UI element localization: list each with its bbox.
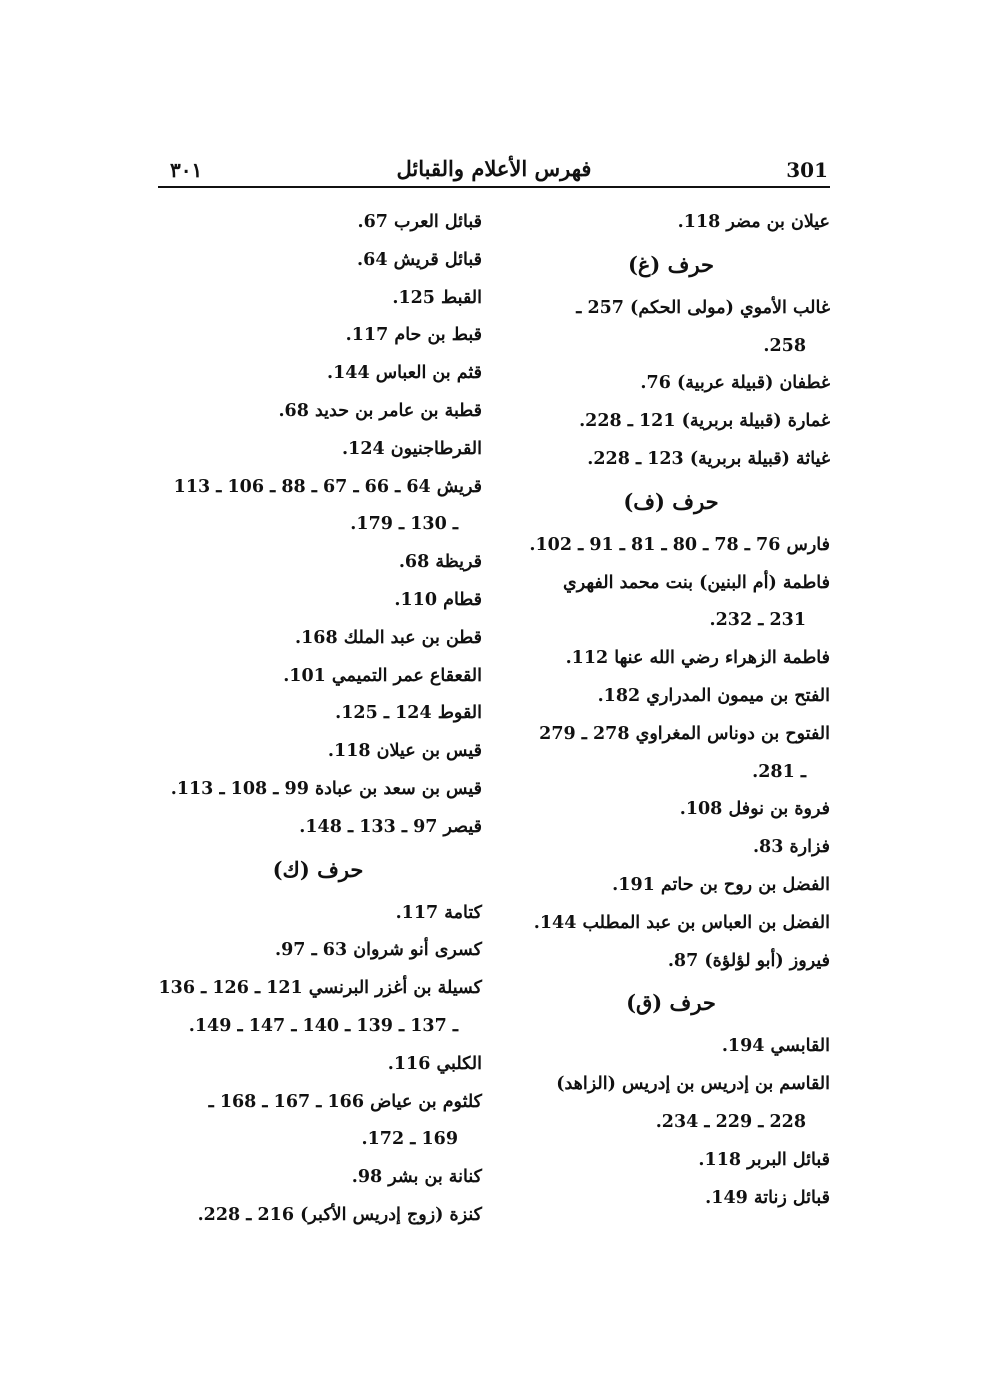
letter-heading-ghain: حرف (غ) bbox=[627, 251, 715, 277]
index-entry bbox=[512, 640, 830, 678]
index-entry bbox=[154, 582, 482, 620]
index-entry-continuation: 169 ـ 172. bbox=[361, 1129, 458, 1150]
index-entry bbox=[154, 544, 482, 582]
index-entry-text: كسيلة بن أغزر البرنسي 121 ـ 126 ـ 136 bbox=[158, 978, 482, 999]
index-column-left bbox=[154, 204, 482, 1235]
entry-group-kaf bbox=[154, 895, 482, 1235]
index-entry bbox=[512, 867, 830, 905]
index-entry-continuation: ـ 130 ـ 179. bbox=[350, 514, 458, 535]
entry-group-qaf-continued bbox=[154, 204, 482, 847]
index-entry bbox=[154, 431, 482, 469]
page-number-arabic: ٣٠١ bbox=[170, 158, 203, 182]
entry-group-fa bbox=[512, 527, 830, 981]
index-entry-continuation: 258. bbox=[763, 335, 806, 356]
index-entry bbox=[154, 317, 482, 355]
index-entry-text: قبائل قريش 64. bbox=[357, 249, 482, 270]
index-entry bbox=[512, 441, 830, 479]
index-entry bbox=[512, 1180, 830, 1218]
index-entry bbox=[512, 791, 830, 829]
index-entry bbox=[154, 204, 482, 242]
index-entry bbox=[512, 716, 830, 792]
index-entry-text: قطبة بن عامر بن حديد 68. bbox=[278, 400, 482, 421]
page-header bbox=[158, 150, 830, 188]
index-entry bbox=[154, 658, 482, 696]
index-entry bbox=[154, 895, 482, 933]
index-entry bbox=[512, 204, 830, 242]
index-entry-text: القابسي 194. bbox=[721, 1036, 830, 1057]
index-entry-text: الفتح بن ميمون المدراري 182. bbox=[597, 685, 830, 706]
index-entry bbox=[154, 695, 482, 733]
index-entry-continuation: 228 ـ 229 ـ 234. bbox=[655, 1111, 806, 1132]
index-entry bbox=[154, 355, 482, 393]
index-entry bbox=[512, 565, 830, 641]
index-entry-text: قطام 110. bbox=[394, 589, 482, 610]
index-entry-text: الكلبي 116. bbox=[387, 1053, 482, 1074]
entry-group-top bbox=[512, 204, 830, 242]
index-entry-text: الفتوح بن دوناس المغراوي 278 ـ 279 bbox=[539, 723, 830, 744]
index-entry bbox=[512, 527, 830, 565]
index-entry-text: القاسم بن إدريس بن إدريس (الزاهد) bbox=[556, 1074, 830, 1095]
index-entry-text: قبائل العرب 67. bbox=[357, 212, 482, 232]
index-entry bbox=[154, 469, 482, 545]
letter-heading-qaf: حرف (ق) bbox=[626, 990, 716, 1016]
index-entry bbox=[154, 1159, 482, 1197]
index-entry-text: فارس 76 ـ 78 ـ 80 ـ 81 ـ 91 ـ 102. bbox=[529, 534, 830, 555]
index-entry bbox=[512, 905, 830, 943]
page-number-latin: 301 bbox=[786, 158, 828, 182]
index-entry-continuation: ـ 281. bbox=[752, 761, 806, 782]
entry-group-qaf bbox=[512, 1028, 830, 1217]
index-entry bbox=[512, 943, 830, 981]
index-entry-text: فيروز (أبو لؤلؤة) 87. bbox=[667, 950, 830, 971]
index-entry-text: قريظة 68. bbox=[398, 552, 482, 573]
index-entry-text: عيلان بن مضر 118. bbox=[677, 212, 830, 232]
index-entry-text: الفضل بن العباس بن عبد المطلب 144. bbox=[533, 912, 830, 933]
index-entry-text: القبط 125. bbox=[392, 287, 482, 308]
index-entry-text: كتامة 117. bbox=[395, 902, 482, 923]
index-entry bbox=[512, 1028, 830, 1066]
index-entry-text: قبائل زناتة 149. bbox=[705, 1187, 830, 1208]
index-entry bbox=[154, 1197, 482, 1235]
index-entry bbox=[154, 393, 482, 431]
index-entry bbox=[512, 829, 830, 867]
index-entry-text: فزارة 83. bbox=[752, 837, 830, 858]
index-entry bbox=[154, 970, 482, 1046]
index-entry-text: قثم بن العباس 144. bbox=[327, 363, 482, 384]
index-entry-text: قيصر 97 ـ 133 ـ 148. bbox=[299, 816, 482, 837]
index-entry bbox=[154, 932, 482, 970]
index-entry-text: غياثة (قبيلة بربرية) 123 ـ 228. bbox=[587, 448, 830, 469]
index-entry bbox=[154, 733, 482, 771]
index-entry-text: كسرى أنو شروان 63 ـ 97. bbox=[275, 940, 482, 961]
index-entry-text: فاطمة (أم البنين) بنت محمد الفهري bbox=[563, 572, 830, 593]
index-entry-text: فروة بن نوفل 108. bbox=[679, 799, 830, 820]
index-entry-text: غمارة (قبيلة بربرية) 121 ـ 228. bbox=[579, 411, 830, 432]
index-entry-text: قبائل البربر 118. bbox=[698, 1149, 830, 1170]
index-entry-text: كلثوم بن عياض 166 ـ 167 ـ 168 ـ bbox=[208, 1091, 482, 1112]
index-entry bbox=[512, 403, 830, 441]
index-entry bbox=[512, 290, 830, 366]
index-entry-text: قيس بن سعد بن عبادة 99 ـ 108 ـ 113. bbox=[170, 778, 482, 799]
index-entry-text: كنانة بن بشر 98. bbox=[351, 1167, 482, 1188]
page-title: فهرس الأعلام والقبائل bbox=[396, 156, 592, 181]
index-entry-continuation: 231 ـ 232. bbox=[709, 610, 806, 631]
index-entry bbox=[512, 678, 830, 716]
index-entry bbox=[154, 620, 482, 658]
index-entry-text: غالب الأموي (مولى الحكم) 257 ـ bbox=[576, 297, 830, 318]
index-entry-text: قريش 64 ـ 66 ـ 67 ـ 88 ـ 106 ـ 113 bbox=[173, 476, 482, 497]
index-entry bbox=[154, 1046, 482, 1084]
index-entry-text: قطن بن عبد الملك 168. bbox=[295, 627, 482, 648]
index-entry-text: القعقاع عمر التميمي 101. bbox=[283, 665, 482, 686]
index-column-right bbox=[512, 204, 830, 1217]
index-entry-text: الفضل بن روح بن حاتم 191. bbox=[612, 874, 830, 895]
letter-heading-fa: حرف (ف) bbox=[623, 488, 719, 514]
index-entry-continuation: ـ 137 ـ 139 ـ 140 ـ 147 ـ 149. bbox=[188, 1015, 458, 1036]
index-entry bbox=[512, 365, 830, 403]
index-entry-text: القوط 124 ـ 125. bbox=[335, 703, 482, 724]
index-entry bbox=[154, 242, 482, 280]
index-entry bbox=[154, 280, 482, 318]
index-entry-text: قيس بن عيلان 118. bbox=[327, 741, 482, 762]
index-entry-text: القرطاجنيون 124. bbox=[342, 438, 482, 459]
index-entry-text: غطفان (قبيلة عربية) 76. bbox=[640, 373, 830, 394]
index-entry bbox=[154, 1084, 482, 1160]
entry-group-ghain bbox=[512, 290, 830, 479]
index-entry bbox=[154, 809, 482, 847]
letter-heading-kaf: حرف (ك) bbox=[272, 856, 364, 882]
index-entry-text: قبط بن حام 117. bbox=[345, 325, 482, 346]
index-entry bbox=[512, 1142, 830, 1180]
index-entry-text: فاطمة الزهراء رضي الله عنها 112. bbox=[565, 648, 830, 669]
index-entry-text: كنزة (زوج إدريس الأكبر) 216 ـ 228. bbox=[197, 1204, 482, 1225]
index-entry bbox=[512, 1066, 830, 1142]
index-entry bbox=[154, 771, 482, 809]
